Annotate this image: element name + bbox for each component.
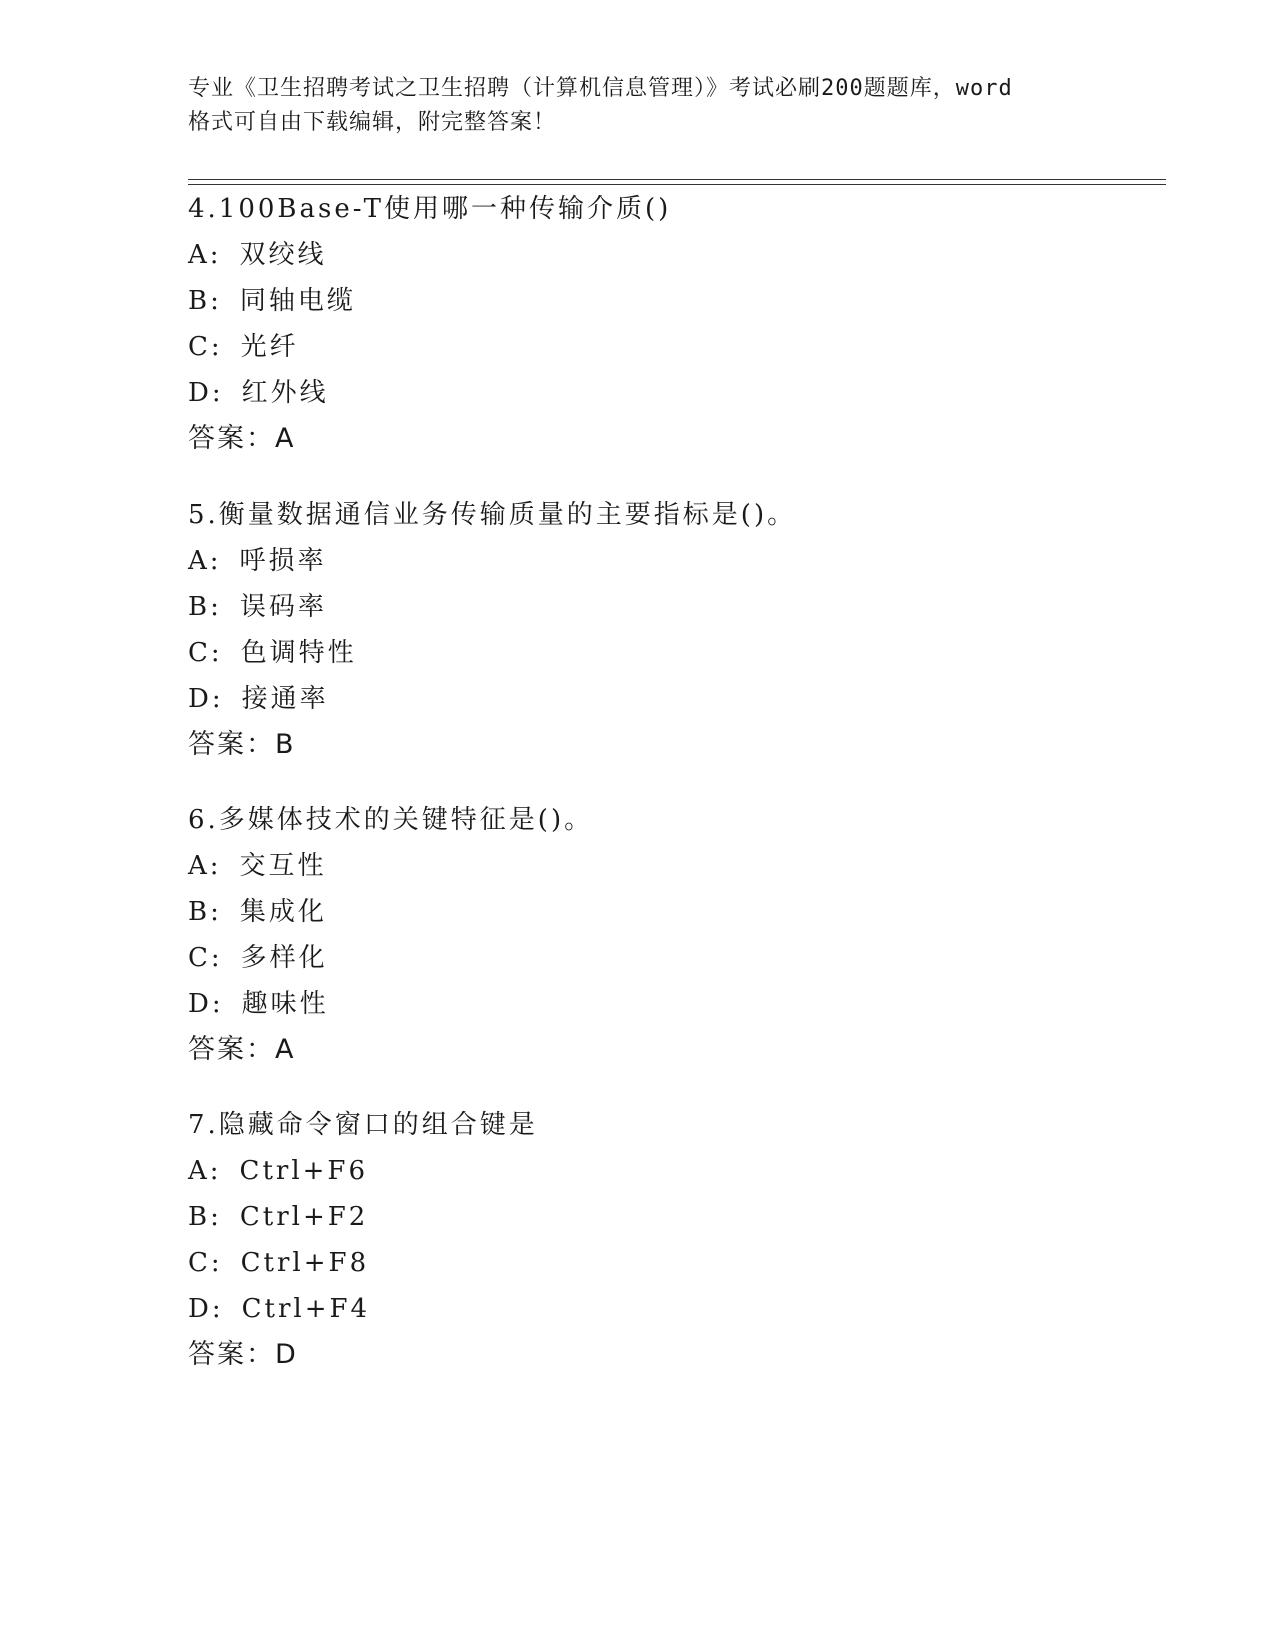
option-c (188, 324, 1148, 370)
option-text: 接通率 (241, 684, 329, 714)
question-block (188, 186, 1148, 462)
option-letter: A: (188, 240, 222, 270)
option-a (188, 1148, 1148, 1194)
question-block (188, 1102, 1148, 1378)
option-letter: A: (188, 851, 222, 881)
option-text: 色调特性 (240, 638, 357, 668)
option-b (188, 584, 1148, 630)
option-text: 同轴电缆 (239, 286, 356, 316)
question-title: 4.100Base-T使用哪一种传输介质() (188, 194, 672, 224)
option-letter: C: (188, 943, 223, 973)
option-text: 趣味性 (241, 989, 329, 1019)
answer-label: 答案：A (188, 1034, 296, 1065)
question-block (188, 797, 1148, 1073)
document-header (188, 72, 1088, 140)
option-d (188, 981, 1148, 1027)
option-text: 双绞线 (239, 240, 327, 270)
option-text: 集成化 (239, 897, 327, 927)
header-rule-bottom (188, 184, 1166, 185)
question-block (188, 492, 1148, 768)
option-text: 呼损率 (239, 546, 327, 576)
option-letter: D: (188, 1294, 224, 1324)
option-letter: C: (188, 1248, 223, 1278)
option-letter: A: (188, 1156, 222, 1186)
option-c (188, 1240, 1148, 1286)
answer-label: 答案：D (188, 1339, 298, 1370)
header-line-2: 格式可自由下载编辑，附完整答案！ (188, 110, 557, 135)
option-b (188, 278, 1148, 324)
header-line-1: 专业《卫生招聘考试之卫生招聘（计算机信息管理）》考试必刷200题题库，word (188, 76, 1013, 101)
option-letter: B: (188, 1202, 222, 1232)
option-letter: B: (188, 286, 222, 316)
answer-label: 答案：A (188, 423, 296, 454)
option-b (188, 1194, 1148, 1240)
option-a (188, 843, 1148, 889)
option-d (188, 1286, 1148, 1332)
option-text: 交互性 (239, 851, 327, 881)
option-text: Ctrl+F2 (239, 1202, 369, 1232)
option-c (188, 630, 1148, 676)
option-text: Ctrl+F8 (240, 1248, 370, 1278)
answer-label: 答案：B (188, 729, 296, 760)
question-title: 5.衡量数据通信业务传输质量的主要指标是()。 (188, 500, 797, 530)
option-text: 误码率 (239, 592, 327, 622)
option-text: 光纤 (240, 332, 299, 362)
question-title: 6.多媒体技术的关键特征是()。 (188, 805, 594, 835)
option-a (188, 538, 1148, 584)
option-c (188, 935, 1148, 981)
option-letter: B: (188, 897, 222, 927)
option-letter: D: (188, 684, 224, 714)
question-title: 7.隐藏命令窗口的组合键是 (188, 1110, 538, 1140)
header-rule-top (188, 179, 1166, 180)
option-d (188, 676, 1148, 722)
option-text: 红外线 (241, 378, 329, 408)
option-letter: D: (188, 989, 224, 1019)
option-letter: A: (188, 546, 222, 576)
option-text: 多样化 (240, 943, 328, 973)
option-d (188, 370, 1148, 416)
option-letter: B: (188, 592, 222, 622)
option-b (188, 889, 1148, 935)
option-letter: C: (188, 332, 223, 362)
option-letter: C: (188, 638, 223, 668)
option-text: Ctrl+F6 (239, 1156, 368, 1186)
option-letter: D: (188, 378, 224, 408)
option-text: Ctrl+F4 (241, 1294, 371, 1324)
option-a (188, 232, 1148, 278)
